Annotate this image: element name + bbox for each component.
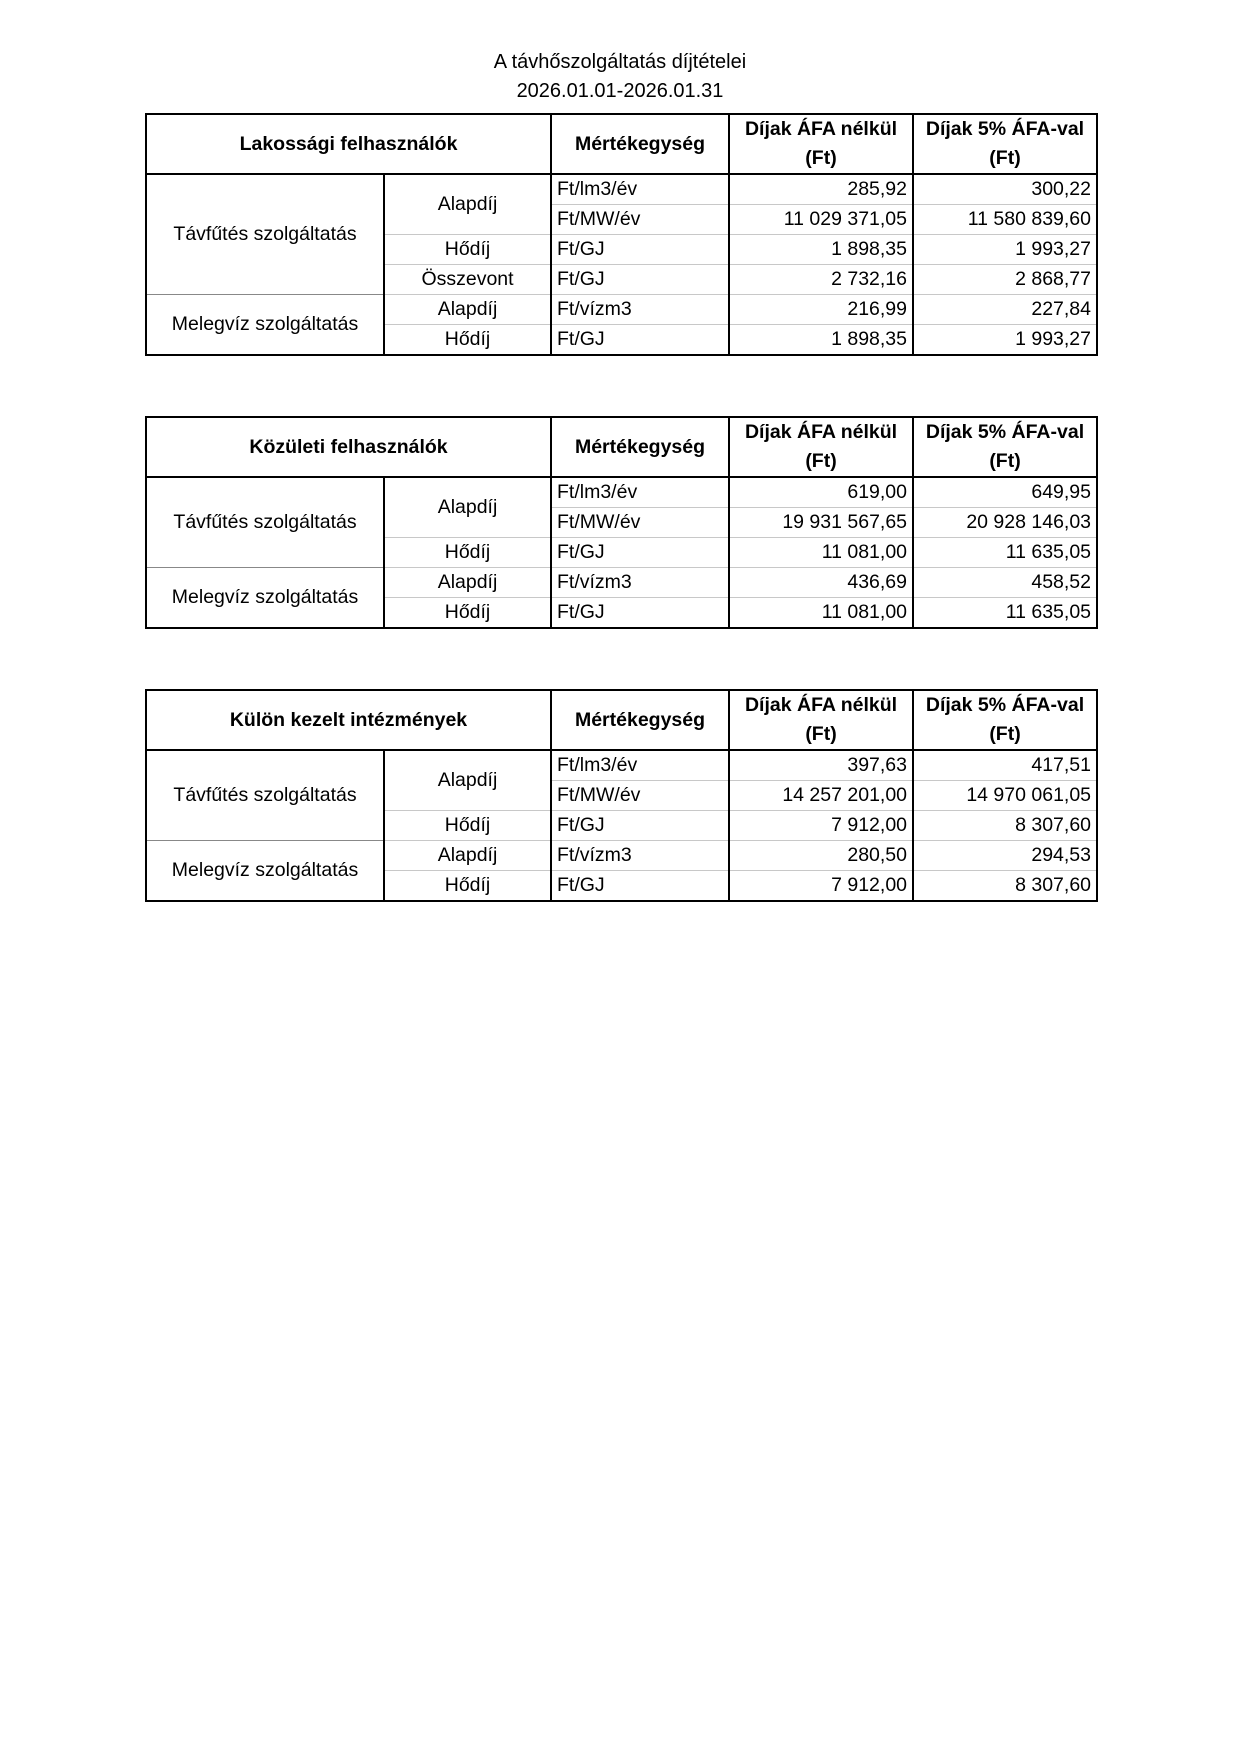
net-price-column-header: Díjak ÁFA nélkül (Ft) <box>729 417 913 477</box>
unit-cell: Ft/GJ <box>551 811 729 841</box>
fee-table-residential <box>145 113 1098 356</box>
table-heading: Közületi felhasználók <box>146 417 551 477</box>
net-price-cell: 11 081,00 <box>729 598 913 629</box>
net-price-cell: 397,63 <box>729 750 913 781</box>
table-heading: Külön kezelt intézmények <box>146 690 551 750</box>
title-text: A távhőszolgáltatás díjtételei <box>493 51 747 73</box>
fee-type: Hődíj <box>384 811 551 841</box>
net-price-cell: 14 257 201,00 <box>729 781 913 811</box>
net-price-column-header: Díjak ÁFA nélkül (Ft) <box>729 114 913 174</box>
gross-price-column-header: Díjak 5% ÁFA-val (Ft) <box>913 690 1097 750</box>
service-group: Távfűtés szolgáltatás <box>146 750 384 841</box>
gross-price-cell: 227,84 <box>913 295 1097 325</box>
gross-price-cell: 14 970 061,05 <box>913 781 1097 811</box>
table-row <box>146 174 1097 205</box>
unit-cell: Ft/lm3/év <box>551 477 729 508</box>
gross-price-cell: 649,95 <box>913 477 1097 508</box>
fee-type: Összevont <box>384 265 551 295</box>
fee-type: Hődíj <box>384 871 551 902</box>
unit-cell: Ft/GJ <box>551 598 729 629</box>
table-row <box>146 841 1097 871</box>
net-price-cell: 7 912,00 <box>729 871 913 902</box>
net-price-cell: 436,69 <box>729 568 913 598</box>
gross-price-cell: 1 993,27 <box>913 325 1097 356</box>
gross-price-cell: 8 307,60 <box>913 871 1097 902</box>
unit-cell: Ft/MW/év <box>551 205 729 235</box>
fee-table-institutions <box>145 689 1098 902</box>
gross-price-cell: 11 580 839,60 <box>913 205 1097 235</box>
fee-type: Hődíj <box>384 538 551 568</box>
fee-type: Alapdíj <box>384 841 551 871</box>
document-title <box>0 48 1240 106</box>
unit-cell: Ft/vízm3 <box>551 841 729 871</box>
net-price-cell: 19 931 567,65 <box>729 508 913 538</box>
net-price-cell: 280,50 <box>729 841 913 871</box>
fee-type: Alapdíj <box>384 750 551 811</box>
service-group: Távfűtés szolgáltatás <box>146 174 384 295</box>
gross-price-cell: 2 868,77 <box>913 265 1097 295</box>
unit-column-header: Mértékegység <box>551 417 729 477</box>
net-price-column-header: Díjak ÁFA nélkül (Ft) <box>729 690 913 750</box>
table-header-row <box>146 417 1097 477</box>
table-header-row <box>146 114 1097 174</box>
gross-price-cell: 1 993,27 <box>913 235 1097 265</box>
unit-column-header: Mértékegység <box>551 690 729 750</box>
unit-cell: Ft/vízm3 <box>551 295 729 325</box>
period-text: 2026.01.01-2026.01.31 <box>516 80 724 102</box>
unit-cell: Ft/MW/év <box>551 781 729 811</box>
service-group: Melegvíz szolgáltatás <box>146 568 384 629</box>
fee-type: Hődíj <box>384 325 551 356</box>
unit-cell: Ft/GJ <box>551 871 729 902</box>
net-price-cell: 11 081,00 <box>729 538 913 568</box>
net-price-cell: 1 898,35 <box>729 325 913 356</box>
unit-cell: Ft/lm3/év <box>551 174 729 205</box>
gross-price-column-header: Díjak 5% ÁFA-val (Ft) <box>913 114 1097 174</box>
gross-price-cell: 8 307,60 <box>913 811 1097 841</box>
table-row <box>146 750 1097 781</box>
net-price-cell: 1 898,35 <box>729 235 913 265</box>
fee-table-public <box>145 416 1098 629</box>
fee-type: Hődíj <box>384 235 551 265</box>
net-price-cell: 619,00 <box>729 477 913 508</box>
fee-type: Alapdíj <box>384 568 551 598</box>
unit-cell: Ft/lm3/év <box>551 750 729 781</box>
fee-type: Alapdíj <box>384 174 551 235</box>
fee-type: Alapdíj <box>384 477 551 538</box>
table-row <box>146 477 1097 508</box>
net-price-cell: 216,99 <box>729 295 913 325</box>
table-header-row <box>146 690 1097 750</box>
net-price-cell: 2 732,16 <box>729 265 913 295</box>
table-row <box>146 568 1097 598</box>
unit-cell: Ft/GJ <box>551 325 729 356</box>
unit-cell: Ft/GJ <box>551 235 729 265</box>
gross-price-cell: 458,52 <box>913 568 1097 598</box>
net-price-cell: 7 912,00 <box>729 811 913 841</box>
net-price-cell: 11 029 371,05 <box>729 205 913 235</box>
table-row <box>146 295 1097 325</box>
unit-cell: Ft/MW/év <box>551 508 729 538</box>
gross-price-column-header: Díjak 5% ÁFA-val (Ft) <box>913 417 1097 477</box>
net-price-cell: 285,92 <box>729 174 913 205</box>
fee-type: Hődíj <box>384 598 551 629</box>
gross-price-cell: 11 635,05 <box>913 598 1097 629</box>
unit-column-header: Mértékegység <box>551 114 729 174</box>
gross-price-cell: 300,22 <box>913 174 1097 205</box>
gross-price-cell: 417,51 <box>913 750 1097 781</box>
service-group: Melegvíz szolgáltatás <box>146 841 384 902</box>
unit-cell: Ft/vízm3 <box>551 568 729 598</box>
gross-price-cell: 20 928 146,03 <box>913 508 1097 538</box>
gross-price-cell: 11 635,05 <box>913 538 1097 568</box>
service-group: Távfűtés szolgáltatás <box>146 477 384 568</box>
table-heading: Lakossági felhasználók <box>146 114 551 174</box>
fee-type: Alapdíj <box>384 295 551 325</box>
gross-price-cell: 294,53 <box>913 841 1097 871</box>
unit-cell: Ft/GJ <box>551 538 729 568</box>
unit-cell: Ft/GJ <box>551 265 729 295</box>
service-group: Melegvíz szolgáltatás <box>146 295 384 356</box>
